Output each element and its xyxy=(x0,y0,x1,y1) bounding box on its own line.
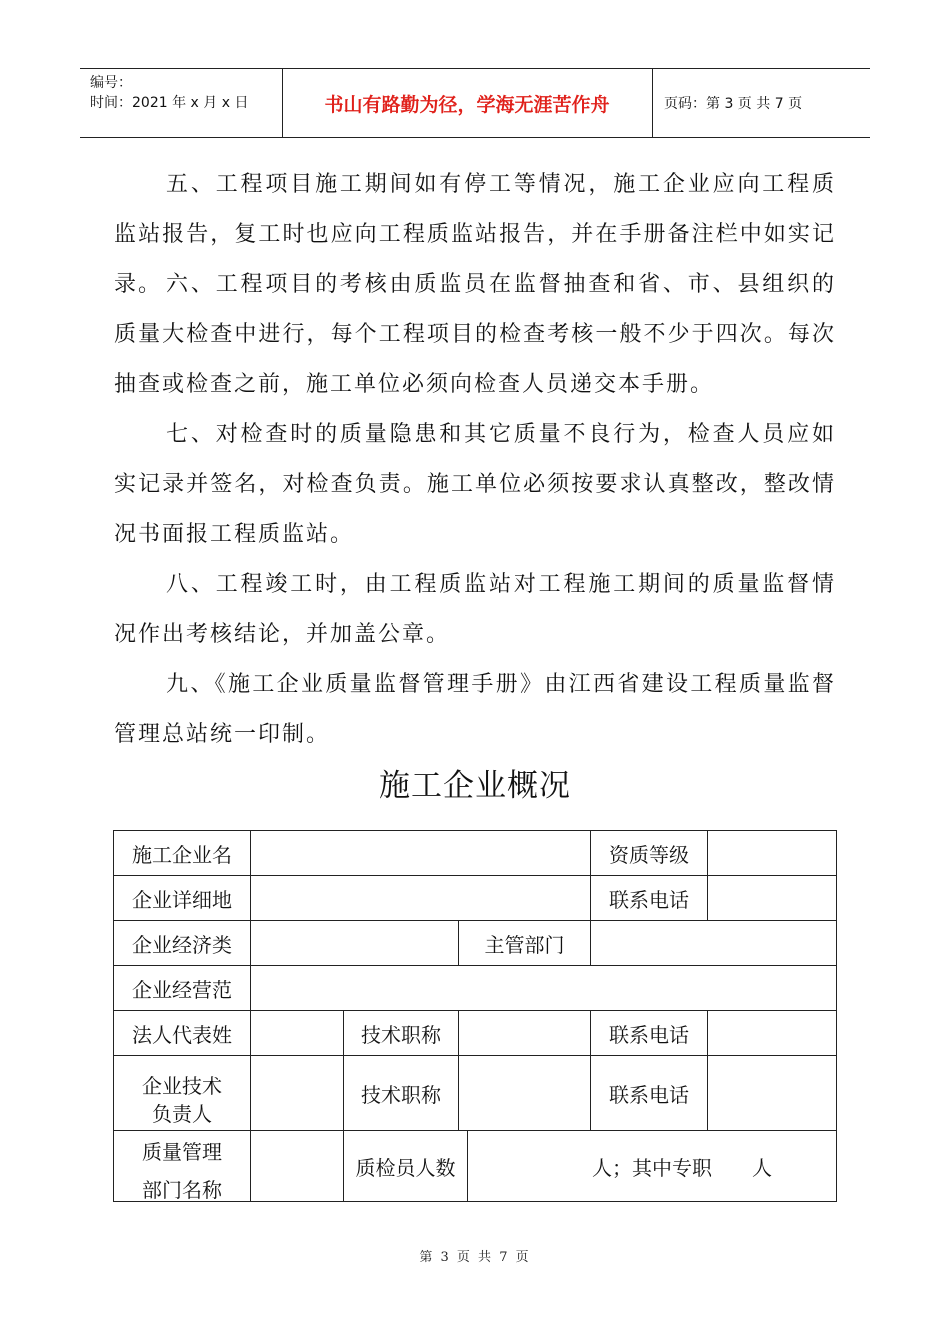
value-contact-phone[interactable] xyxy=(707,1055,837,1131)
label-contact-phone: 联系电话 xyxy=(590,1010,708,1056)
doc-time-label: 时间：2021 年 x 月 x 日 xyxy=(90,95,249,111)
value-contact-phone[interactable] xyxy=(707,875,837,921)
value-tech-title[interactable] xyxy=(458,1055,591,1131)
label-tech-title: 技术职称 xyxy=(343,1055,459,1131)
value-contact-phone[interactable] xyxy=(707,1010,837,1056)
label-economic-type: 企业经济类 xyxy=(113,920,251,966)
value-tech-lead[interactable] xyxy=(250,1055,344,1131)
paragraph-7: 七、对检查时的质量隐患和其它质量不良行为，检查人员应如实记录并签名，对检查负责。施工单位必须按要求认真整改，整改情况书面报工程质监站。 xyxy=(114,422,836,547)
label-tech-lead: 企业技术 负责人 xyxy=(113,1055,251,1131)
value-company-address[interactable] xyxy=(250,875,591,921)
paragraph-9: 九、《施工企业质量监督管理手册》由江西省建设工程质量监督管理总站统一印制。 xyxy=(114,672,836,747)
value-economic-type[interactable] xyxy=(250,920,459,966)
page-footer: 第 3 页 共 7 页 xyxy=(419,1250,531,1265)
section-title: 施工企业概况 xyxy=(379,768,571,804)
label-contact-phone: 联系电话 xyxy=(590,875,708,921)
header-motto: 书山有路勤为径，学海无涯苦作舟 xyxy=(324,93,610,116)
value-inspector-count[interactable]: 人；其中专职 人 xyxy=(467,1130,837,1202)
value-supervising-dept[interactable] xyxy=(590,920,837,966)
paragraph-5: 五、工程项目施工期间如有停工等情况，施工企业应向工程质监站报告，复工时也应向工程质监站报告，并在手册备注栏中如实记录。 xyxy=(114,172,836,297)
label-company-name: 施工企业名 xyxy=(113,830,251,876)
label-inspector-count: 质检员人数 xyxy=(343,1130,468,1202)
company-overview-table xyxy=(113,830,837,1200)
header-meta xyxy=(90,73,248,113)
label-contact-phone: 联系电话 xyxy=(590,1055,708,1131)
label-legal-rep: 法人代表姓 xyxy=(113,1010,251,1056)
value-tech-title[interactable] xyxy=(458,1010,591,1056)
label-tech-title: 技术职称 xyxy=(343,1010,459,1056)
label-qualification-grade: 资质等级 xyxy=(590,830,708,876)
label-supervising-dept: 主管部门 xyxy=(458,920,591,966)
label-business-scope: 企业经营范 xyxy=(113,965,251,1011)
value-qualification-grade[interactable] xyxy=(707,830,837,876)
header-page-info: 页码：第 3 页 共 7 页 xyxy=(664,96,803,112)
paragraph-6: 六、工程项目的考核由质监员在监督抽查和省、市、县组织的质量大检查中进行，每个工程项目的检查考核一般不少于四次。每次抽查或检查之前，施工单位必须向检查人员递交本手册。 xyxy=(114,272,836,397)
value-legal-rep[interactable] xyxy=(250,1010,344,1056)
doc-number-label: 编号： xyxy=(90,75,132,91)
label-company-address: 企业详细地 xyxy=(113,875,251,921)
value-qm-dept[interactable] xyxy=(250,1130,344,1202)
page-header xyxy=(80,68,870,138)
paragraph-8: 八、工程竣工时，由工程质监站对工程施工期间的质量监督情况作出考核结论，并加盖公章。 xyxy=(114,572,836,647)
header-divider xyxy=(652,69,653,137)
value-business-scope[interactable] xyxy=(250,965,837,1011)
label-qm-dept: 质量管理 部门名称 xyxy=(113,1130,251,1202)
value-company-name[interactable] xyxy=(250,830,591,876)
